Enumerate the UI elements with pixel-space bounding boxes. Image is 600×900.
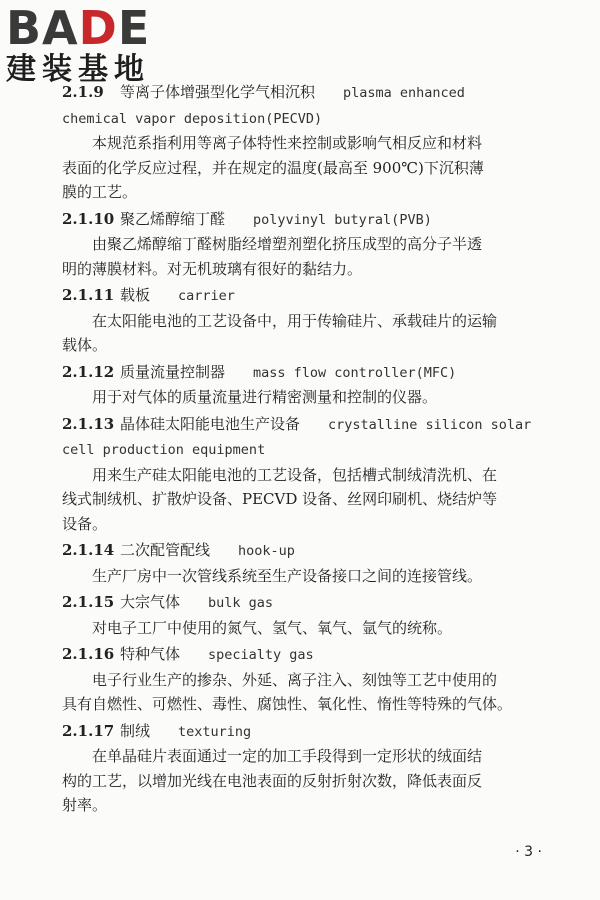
definition-line: 构的工艺，以增加光线在电池表面的反射折射次数，降低表面反 — [62, 771, 483, 790]
term-number: 2.1.12 — [62, 362, 115, 381]
logo-brand-cn: 建装基地 — [6, 52, 150, 87]
term-heading — [62, 412, 544, 438]
definition-line: 本规范系指利用等离子体特性来控制或影响气相反应和材料 — [92, 134, 483, 152]
term-cn: 聚乙烯醇缩丁醛 — [120, 209, 226, 228]
term-number: 2.1.14 — [62, 541, 115, 559]
term-cn: 特种气体 — [120, 645, 181, 663]
logo-brand: BADE — [6, 1, 151, 55]
term-number: 2.1.11 — [62, 286, 115, 304]
term-heading — [62, 538, 544, 564]
term-en-cont — [62, 106, 544, 132]
definition-line: 生产厂房中一次管线系统至生产设备接口之间的连接管线。 — [92, 566, 483, 585]
term-heading — [62, 719, 544, 745]
definition-line: 膜的工艺。 — [62, 183, 138, 201]
term-number: 2.1.13 — [62, 414, 115, 433]
definition-line: 在太阳能电池的工艺设备中，用于传输硅片、承载硅片的运输 — [92, 311, 498, 330]
definition-line: 明的薄膜材料。对无机玻璃有很好的黏结力。 — [62, 259, 363, 278]
page-number: · 3 · — [515, 844, 542, 860]
term-cn: 制绒 — [120, 721, 151, 740]
definition-line: 用来生产硅太阳能电池的工艺设备，包括槽式制绒清洗机、在 — [92, 465, 498, 484]
definition-line: 对电子工厂中使用的氮气、氢气、氧气、氩气的统称。 — [92, 618, 453, 637]
definition-line: 设备。 — [62, 514, 108, 533]
term-en: texturing — [178, 723, 252, 740]
term-en: hook-up — [238, 543, 295, 559]
watermark-logo — [6, 2, 150, 88]
definition-line: 电子行业生产的掺杂、外延、离子注入、刻蚀等工艺中使用的 — [92, 670, 498, 689]
term-cn: 质量流量控制器 — [120, 362, 226, 381]
term-en: bulk gas — [208, 595, 274, 611]
term-cn: 载板 — [120, 286, 151, 304]
definition-line: 在单晶硅片表面通过一定的加工手段得到一定形状的绒面结 — [92, 747, 483, 765]
definition-line: 线式制绒机、扩散炉设备、PECVD 设备、丝网印刷机、烧结炉等 — [62, 490, 498, 508]
term-number: 2.1.17 — [62, 721, 115, 740]
term-cn: 等离子体增强型化学气相沉积 — [120, 83, 316, 101]
term-en: specialty gas — [208, 647, 314, 663]
term-en: plasma enhanced — [343, 85, 465, 101]
term-en-cont — [62, 437, 544, 463]
term-en: carrier — [178, 288, 235, 304]
term-number: 2.1.16 — [62, 645, 115, 663]
term-heading — [62, 207, 544, 233]
term-cn: 二次配管配线 — [120, 541, 211, 559]
definition-line: 具有自燃性、可燃性、毒性、腐蚀性、氧化性、惰性等特殊的气体。 — [62, 695, 513, 713]
term-heading — [62, 642, 544, 668]
definition-line: 表面的化学反应过程，并在规定的温度(最高至 900℃)下沉积薄 — [62, 158, 484, 177]
term-cn: 晶体硅太阳能电池生产设备 — [120, 414, 301, 433]
definition-line: 由聚乙烯醇缩丁醛树脂经增塑剂塑化挤压成型的高分子半透 — [92, 235, 483, 253]
term-number: 2.1.9 — [62, 83, 104, 101]
term-number: 2.1.10 — [62, 209, 115, 228]
definition-line: 载体。 — [62, 336, 108, 354]
term-en: crystalline silicon solar — [328, 416, 532, 433]
term-en: chemical vapor deposition(PECVD) — [62, 110, 323, 127]
definition-line: 射率。 — [62, 796, 108, 814]
document-body — [62, 78, 544, 818]
term-en: mass flow controller(MFC) — [253, 364, 457, 381]
term-cn: 大宗气体 — [120, 593, 181, 611]
term-heading — [62, 360, 544, 386]
term-number: 2.1.15 — [62, 593, 115, 611]
term-en: polyvinyl butyral(PVB) — [253, 211, 432, 228]
definition-line: 用于对气体的质量流量进行精密测量和控制的仪器。 — [92, 388, 438, 406]
term-heading — [62, 283, 544, 309]
term-heading — [62, 590, 544, 616]
term-en: cell production equipment — [62, 442, 266, 458]
